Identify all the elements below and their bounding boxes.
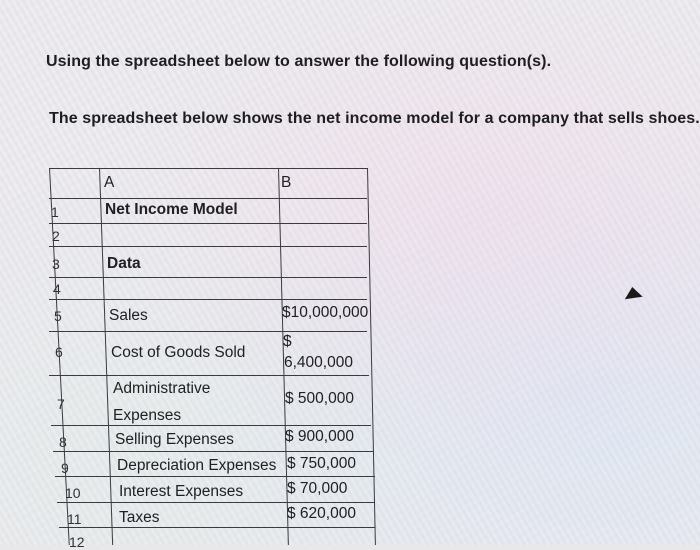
- cell-a9: Depreciation Expenses: [117, 457, 277, 474]
- row-number: 10: [65, 485, 81, 501]
- question-text: The spreadsheet below shows the net income model for a company that sells shoes.: [49, 110, 700, 127]
- row-number: 8: [59, 434, 67, 450]
- grid-line: [49, 375, 369, 376]
- grid-line: [57, 502, 375, 503]
- cell-a5: Sales: [109, 307, 148, 324]
- grid-line: [49, 331, 367, 332]
- row-number: 5: [54, 308, 62, 324]
- cell-a6: Cost of Goods Sold: [111, 344, 246, 361]
- grid-line: [49, 198, 367, 199]
- column-header-a: A: [104, 174, 115, 191]
- grid-line: [53, 451, 373, 452]
- cell-a10: Interest Expenses: [119, 483, 244, 500]
- spreadsheet: [49, 168, 377, 550]
- cell-a11: Taxes: [119, 509, 160, 526]
- row-number: 1: [51, 204, 59, 220]
- row-number: 4: [53, 281, 61, 297]
- cell-a8: Selling Expenses: [115, 431, 234, 448]
- cell-a1: Net Income Model: [105, 201, 238, 218]
- cell-b6: 6,400,000: [284, 354, 353, 371]
- row-number: 9: [61, 460, 69, 476]
- cell-b8: $ 900,000: [285, 428, 354, 445]
- grid-line: [49, 299, 367, 300]
- grid-line: [49, 223, 367, 224]
- cell-b5: $10,000,000: [282, 304, 369, 321]
- cell-b11: $ 620,000: [287, 505, 356, 522]
- grid-line: [49, 168, 367, 169]
- row-number: 3: [52, 256, 60, 272]
- grid-line: [51, 425, 371, 426]
- cell-a3: Data: [107, 255, 141, 272]
- question-intro: Using the spreadsheet below to answer the following question(s).: [46, 53, 552, 70]
- row-number: 11: [67, 511, 82, 527]
- grid-line: [55, 476, 375, 477]
- cell-b6-currency: $: [283, 333, 292, 350]
- column-header-b: B: [281, 174, 292, 191]
- cell-a7-line1: Administrative: [113, 380, 211, 397]
- cell-b9: $ 750,000: [287, 455, 356, 472]
- row-number: 7: [57, 396, 65, 412]
- grid-line: [49, 277, 367, 278]
- cell-b10: $ 70,000: [287, 480, 348, 497]
- grid-line: [367, 168, 376, 545]
- row-number: 2: [52, 228, 60, 244]
- cell-a7-line2: Expenses: [113, 407, 182, 424]
- row-number: 6: [55, 344, 63, 360]
- cell-b7: $ 500,000: [285, 390, 354, 407]
- row-number: 12: [69, 534, 85, 550]
- grid-line: [59, 527, 375, 528]
- grid-line: [49, 246, 367, 247]
